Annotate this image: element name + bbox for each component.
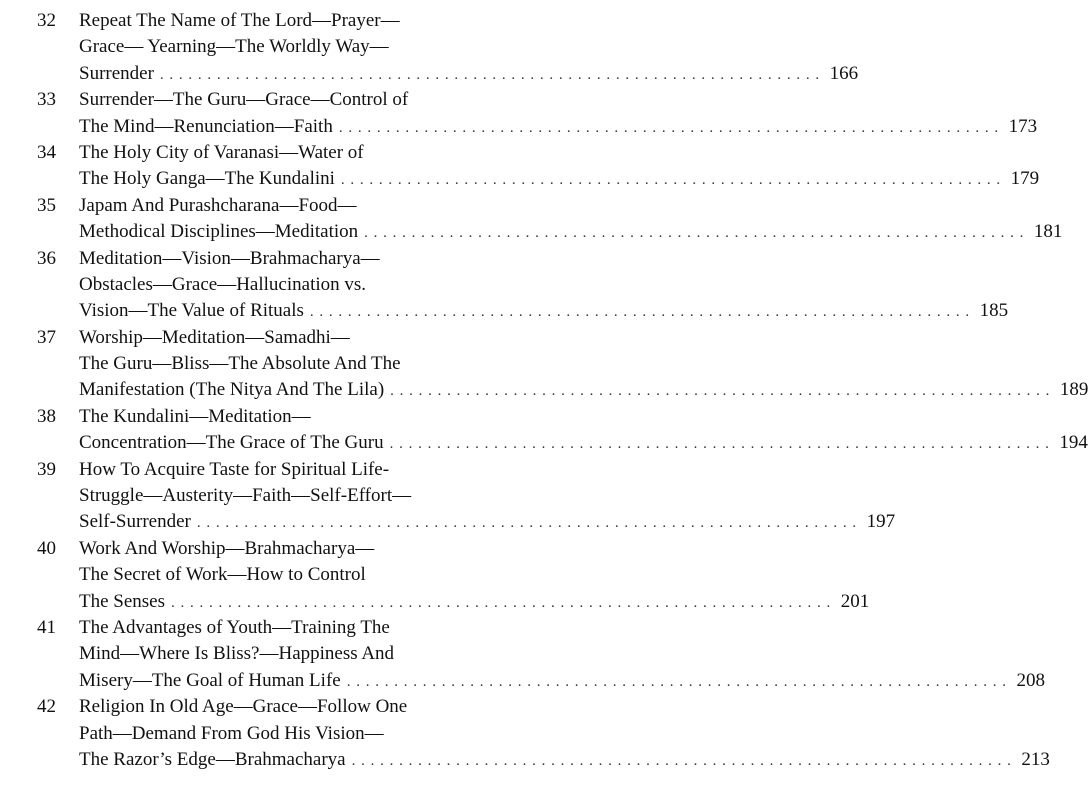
chapter-title-last-line — [79, 166, 1040, 192]
toc-entry — [0, 246, 1009, 325]
chapter-number: 40 — [37, 537, 56, 559]
chapter-title — [79, 457, 896, 536]
page-number: 166 — [829, 62, 859, 84]
toc-entry — [0, 193, 1063, 246]
chapter-title-line: Methodical Disciplines—Meditation — [79, 221, 359, 243]
page-number: 201 — [840, 590, 870, 612]
chapter-title-line: Obstacles—Grace—Hallucination vs. — [79, 273, 367, 295]
chapter-title-line: The Mind—Renunciation—Faith — [79, 115, 333, 137]
chapter-title — [79, 87, 1038, 140]
toc-entry — [0, 8, 859, 87]
chapter-title — [79, 536, 870, 615]
chapter-title-line: The Senses — [79, 590, 166, 612]
chapter-title — [79, 694, 1050, 773]
chapter-title-line: Path—Demand From God His Vision— — [79, 722, 384, 744]
dot-leader: . . . . . . . . . . . . . . . . . . . . . . . . . . . . . . . . . . . . . . . . . . . . . . . . . . . . . . . . . . . . . . . . . . . . . . — [159, 66, 821, 83]
chapter-title-line: Surrender — [79, 62, 154, 84]
chapter-title — [79, 325, 1088, 404]
table-of-contents — [0, 8, 1088, 773]
chapter-title-last-line — [79, 114, 1038, 140]
toc-entry — [0, 615, 1045, 694]
chapter-title-last-line — [79, 747, 1050, 773]
chapter-title-last-line — [79, 298, 1009, 324]
chapter-title-line: Mind—Where Is Bliss?—Happiness And — [79, 643, 395, 665]
toc-entry — [0, 536, 870, 615]
toc-entry — [0, 694, 1050, 773]
chapter-number: 32 — [37, 10, 56, 31]
chapter-number: 39 — [37, 458, 56, 480]
chapter-title-line: Religion In Old Age—Grace—Follow One — [79, 696, 408, 718]
page-number: 194 — [1059, 432, 1088, 454]
chapter-title-last-line — [79, 430, 1088, 456]
chapter-title-line: Japam And Purashcharana—Food— — [79, 194, 357, 216]
chapter-title-line: How To Acquire Taste for Spiritual Life- — [79, 458, 390, 480]
chapter-title-line: Worship—Meditation—Samadhi— — [79, 326, 350, 348]
chapter-title-line: Repeat The Name of The Lord—Prayer— — [79, 10, 400, 31]
chapter-title-line: Surrender—The Guru—Grace—Control of — [79, 89, 409, 111]
chapter-number: 38 — [37, 405, 56, 427]
chapter-title-line: Self-Surrender — [79, 511, 191, 533]
chapter-title — [79, 615, 1045, 694]
chapter-title — [79, 140, 1040, 193]
page-number: 173 — [1008, 115, 1038, 137]
chapter-number: 34 — [37, 141, 56, 163]
page-number: 208 — [1016, 669, 1045, 691]
chapter-title-line: The Razor’s Edge—Brahmacharya — [79, 748, 346, 770]
chapter-title-line: Misery—The Goal of Human Life — [79, 669, 341, 691]
chapter-title — [79, 193, 1063, 246]
toc-entry — [0, 325, 1088, 404]
chapter-number: 37 — [37, 326, 56, 348]
toc-entry — [0, 404, 1088, 457]
chapter-title-last-line — [79, 219, 1063, 245]
toc-entry — [0, 457, 896, 536]
toc-entry — [0, 87, 1038, 140]
chapter-title-last-line — [79, 377, 1088, 403]
chapter-title-line: The Kundalini—Meditation— — [79, 405, 311, 427]
dot-leader: . . . . . . . . . . . . . . . . . . . . . . . . . . . . . . . . . . . . . . . . . . . . . . . . . . . . . . . . . . . . . . . . . . . . . . — [390, 383, 1051, 400]
chapter-title-last-line — [79, 61, 859, 87]
chapter-title-line: Grace— Yearning—The Worldly Way— — [79, 36, 389, 58]
toc-entry — [0, 140, 1040, 193]
chapter-title-line: The Holy City of Varanasi—Water of — [79, 141, 364, 163]
chapter-number: 33 — [37, 89, 56, 111]
page-number: 179 — [1010, 168, 1040, 190]
dot-leader: . . . . . . . . . . . . . . . . . . . . . . . . . . . . . . . . . . . . . . . . . . . . . . . . . . . . . . . . . . . . . . . . . . . . . . — [340, 172, 1002, 189]
chapter-title-line: The Guru—Bliss—The Absolute And The — [79, 353, 401, 375]
dot-leader: . . . . . . . . . . . . . . . . . . . . . . . . . . . . . . . . . . . . . . . . . . . . . . . . . . . . . . . . . . . . . . . . . . . . . . — [346, 673, 1007, 690]
page-number: 197 — [866, 511, 896, 533]
chapter-number: 35 — [37, 194, 56, 216]
chapter-title-line: Work And Worship—Brahmacharya— — [79, 537, 375, 559]
chapter-title-last-line — [79, 668, 1045, 694]
chapter-title-line: Manifestation (The Nitya And The Lila) — [79, 379, 385, 401]
dot-leader: . . . . . . . . . . . . . . . . . . . . . . . . . . . . . . . . . . . . . . . . . . . . . . . . . . . . . . . . . . . . . . . . . . . . . . — [171, 594, 832, 611]
chapter-title — [79, 404, 1088, 457]
dot-leader: . . . . . . . . . . . . . . . . . . . . . . . . . . . . . . . . . . . . . . . . . . . . . . . . . . . . . . . . . . . . . . . . . . . . . . — [338, 119, 1000, 136]
chapter-title — [79, 8, 859, 87]
chapter-title-last-line — [79, 589, 870, 615]
chapter-title-line: Meditation—Vision—Brahmacharya— — [79, 247, 380, 269]
dot-leader: . . . . . . . . . . . . . . . . . . . . . . . . . . . . . . . . . . . . . . . . . . . . . . . . . . . . . . . . . . . . . . . . . . . . . . — [196, 515, 858, 532]
page-number: 181 — [1033, 221, 1063, 243]
dot-leader: . . . . . . . . . . . . . . . . . . . . . . . . . . . . . . . . . . . . . . . . . . . . . . . . . . . . . . . . . . . . . . . . . . . . . . — [389, 436, 1050, 453]
chapter-title-line: Vision—The Value of Rituals — [79, 300, 304, 322]
chapter-title — [79, 246, 1009, 325]
chapter-title-line: Struggle—Austerity—Faith—Self-Effort— — [79, 485, 412, 507]
chapter-title-line: The Advantages of Youth—Training The — [79, 616, 390, 638]
chapter-number: 36 — [37, 247, 56, 269]
page-number: 213 — [1021, 748, 1050, 770]
chapter-number: 42 — [37, 696, 56, 718]
chapter-number: 41 — [37, 616, 56, 638]
chapter-title-line: The Secret of Work—How to Control — [79, 564, 366, 586]
dot-leader: . . . . . . . . . . . . . . . . . . . . . . . . . . . . . . . . . . . . . . . . . . . . . . . . . . . . . . . . . . . . . . . . . . . . . . — [364, 225, 1025, 242]
page-number: 185 — [979, 300, 1009, 322]
page-number: 189 — [1059, 379, 1088, 401]
chapter-title-line: The Holy Ganga—The Kundalini — [79, 168, 335, 190]
dot-leader: . . . . . . . . . . . . . . . . . . . . . . . . . . . . . . . . . . . . . . . . . . . . . . . . . . . . . . . . . . . . . . . . . . . . . . — [351, 752, 1012, 769]
dot-leader: . . . . . . . . . . . . . . . . . . . . . . . . . . . . . . . . . . . . . . . . . . . . . . . . . . . . . . . . . . . . . . . . . . . . . . — [309, 304, 971, 321]
chapter-title-last-line — [79, 509, 896, 535]
chapter-title-line: Concentration—The Grace of The Guru — [79, 432, 384, 454]
